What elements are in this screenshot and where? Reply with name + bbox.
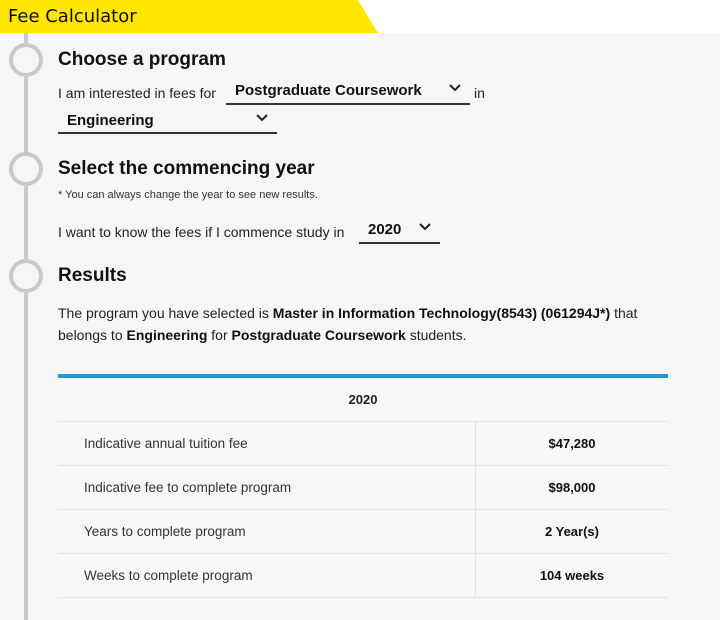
year-sentence: I want to know the fees if I commence study in <box>58 224 345 240</box>
program-sentence-before: I am interested in fees for <box>58 85 216 101</box>
chevron-down-icon <box>448 81 462 95</box>
result-mid-2: for <box>211 327 228 343</box>
table-header-year: 2020 <box>58 378 668 422</box>
result-mid-1: that belongs to <box>58 305 638 343</box>
row-value: $47,280 <box>548 436 596 451</box>
program-type-value: Postgraduate Coursework <box>235 82 422 99</box>
row-value: $98,000 <box>548 480 596 495</box>
row-label: Indicative annual tuition fee <box>58 422 476 465</box>
progress-timeline <box>24 33 28 620</box>
step-2-circle-icon <box>9 152 43 186</box>
year-select[interactable] <box>359 219 440 244</box>
result-tail: students. <box>409 327 467 343</box>
year-value: 2020 <box>368 221 402 238</box>
result-faculty: Engineering <box>126 327 208 343</box>
step-1-heading: Choose a program <box>58 49 226 70</box>
row-label: Weeks to complete program <box>58 554 476 597</box>
step-1-circle-icon <box>9 43 43 77</box>
table-row <box>58 422 668 466</box>
table-row <box>58 510 668 554</box>
header-bar <box>0 0 720 33</box>
result-intro: The program you have selected is <box>58 305 269 321</box>
table-row <box>58 466 668 510</box>
faculty-select[interactable] <box>58 110 277 134</box>
faculty-value: Engineering <box>67 112 154 129</box>
row-value: 2 Year(s) <box>545 524 599 539</box>
program-sentence-after: in <box>474 85 485 101</box>
chevron-down-icon <box>255 111 269 125</box>
chevron-down-icon <box>418 220 432 234</box>
row-label: Indicative fee to complete program <box>58 466 476 509</box>
result-program-name: Master in Information Technology(8543) (061294J*) <box>272 305 611 321</box>
step-3-heading: Results <box>58 265 127 286</box>
year-note: * You can always change the year to see new results. <box>58 189 318 201</box>
result-program-type: Postgraduate Coursework <box>231 327 406 343</box>
table-row <box>58 554 668 598</box>
row-value: 104 weeks <box>539 568 605 583</box>
row-label: Years to complete program <box>58 510 476 553</box>
fee-table <box>58 374 668 598</box>
step-2-heading: Select the commencing year <box>58 158 315 179</box>
program-type-select[interactable] <box>226 80 470 105</box>
step-3-circle-icon <box>9 259 43 293</box>
page-title: Fee Calculator <box>8 6 137 27</box>
result-summary <box>58 302 668 346</box>
